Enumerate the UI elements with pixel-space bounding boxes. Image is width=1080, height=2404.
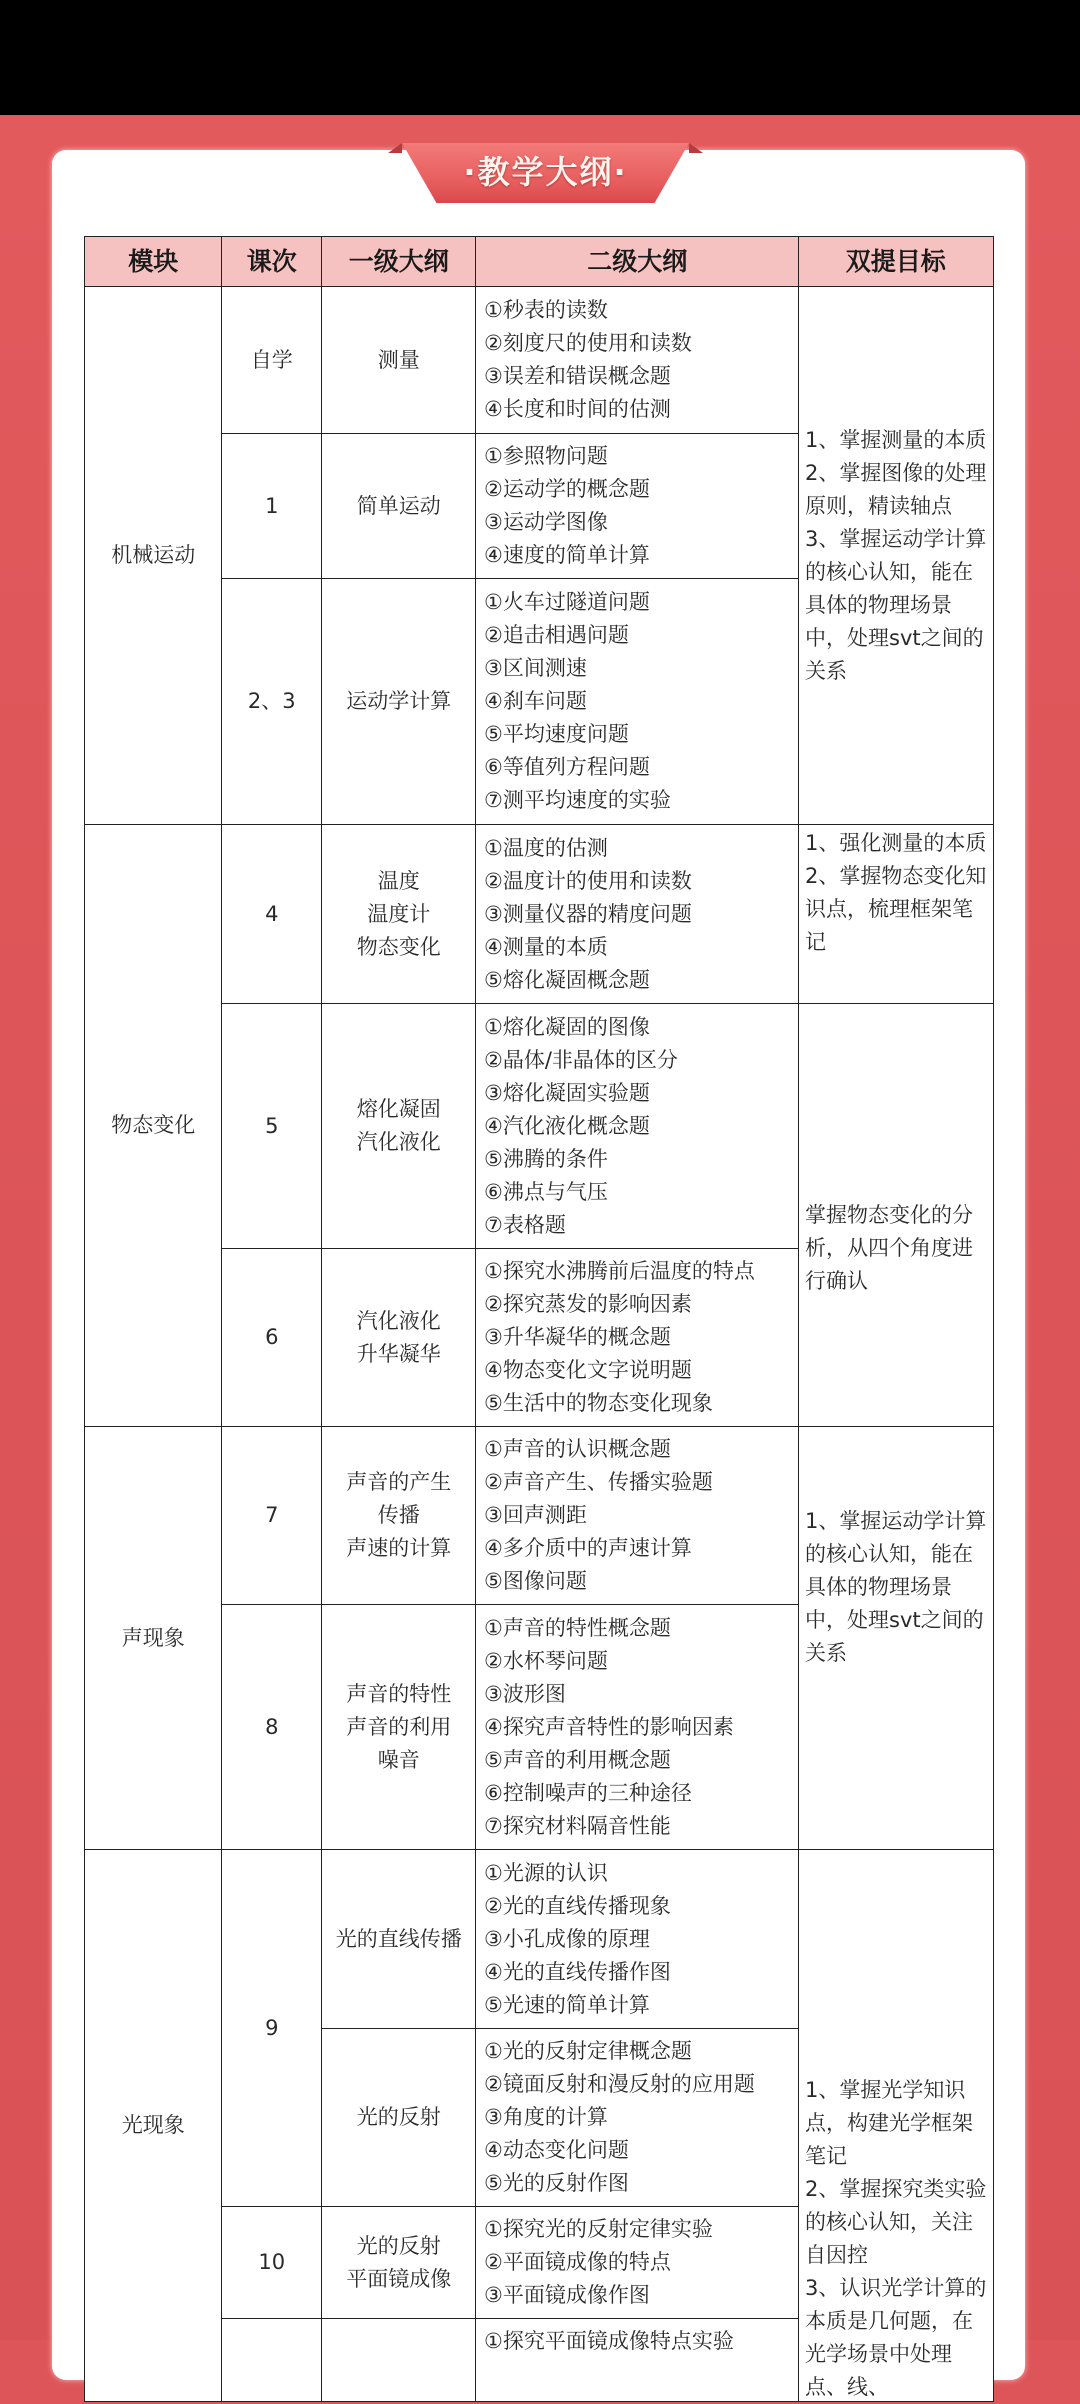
level2-item: ④光的直线传播作图 xyxy=(484,1959,671,1984)
lesson-number-cell xyxy=(221,1604,323,1851)
level1-topic: 物态变化 xyxy=(356,934,441,959)
lesson-number: 2、3 xyxy=(247,689,296,714)
module-name: 物态变化 xyxy=(111,1113,196,1138)
level2-item: ③平面镜成像作图 xyxy=(484,2283,650,2308)
level2-outline-cell xyxy=(475,2318,800,2402)
level2-item: ④探究声音特性的影响因素 xyxy=(484,1714,734,1739)
level2-item: ①参照物问题 xyxy=(484,444,608,469)
level1-topic: 光的反射 xyxy=(356,2105,441,2130)
module-cell xyxy=(84,286,223,826)
level1-topic: 升华凝华 xyxy=(356,1341,441,1366)
level2-item: ①温度的估测 xyxy=(484,835,608,860)
level2-item: ②平面镜成像的特点 xyxy=(484,2250,671,2275)
level2-outline-cell xyxy=(475,1003,800,1250)
level2-item: ④速度的简单计算 xyxy=(484,543,650,568)
level1-topic: 声音的特性 xyxy=(346,1681,452,1706)
module-cell xyxy=(84,1426,223,1851)
level2-item: ①探究平面镜成像特点实验 xyxy=(484,2329,734,2353)
level2-item: ⑤平均速度问题 xyxy=(484,722,629,747)
module-cell xyxy=(84,1849,223,2402)
lesson-number-cell xyxy=(221,1248,323,1428)
level2-item: ⑤熔化凝固概念题 xyxy=(484,967,650,992)
level2-item: ③误差和错误概念题 xyxy=(484,364,671,389)
level1-topic: 声音的利用 xyxy=(346,1714,452,1739)
top-black-bar xyxy=(0,0,1080,115)
level1-topic: 温度 xyxy=(377,868,420,893)
level2-item: ⑤图像问题 xyxy=(484,1569,587,1594)
level1-outline-cell xyxy=(321,578,477,826)
goal-text: 1、掌握光学知识点，构建光学框架笔记 xyxy=(805,2078,973,2168)
level2-item: ①秒表的读数 xyxy=(484,298,608,323)
level2-item: ④刹车问题 xyxy=(484,689,587,714)
level2-item: ①光的反射定律概念题 xyxy=(484,2039,692,2064)
lesson-number: 4 xyxy=(265,901,279,926)
level2-outline-cell xyxy=(475,2206,800,2320)
level2-item: ④动态变化问题 xyxy=(484,2138,629,2163)
level1-outline-cell xyxy=(321,286,477,435)
level2-item: ⑤沸腾的条件 xyxy=(484,1146,608,1171)
level2-outline-cell xyxy=(475,286,800,435)
level2-outline-cell xyxy=(475,1849,800,2030)
lesson-number-cell xyxy=(221,433,323,580)
level1-topic: 运动学计算 xyxy=(346,689,452,714)
level1-outline-cell xyxy=(321,824,477,1005)
level2-item: ③波形图 xyxy=(484,1681,566,1706)
lesson-number: 7 xyxy=(265,1503,279,1528)
level2-item: ③回声测距 xyxy=(484,1503,587,1528)
level2-item: ⑤声音的利用概念题 xyxy=(484,1747,671,1772)
level2-item: ③小孔成像的原理 xyxy=(484,1926,650,1951)
level2-item: ③角度的计算 xyxy=(484,2105,608,2130)
goal-text: 1、掌握运动学计算的核心认知，能在具体的物理场景中，处理svt之间的关系 xyxy=(805,1509,987,1665)
level1-outline-cell xyxy=(321,1426,477,1606)
level2-item: ④测量的本质 xyxy=(484,934,608,959)
level1-outline-cell xyxy=(321,1003,477,1250)
level2-item: ③升华凝华的概念题 xyxy=(484,1325,671,1350)
level2-outline-cell xyxy=(475,824,800,1005)
level2-item: ②晶体/非晶体的区分 xyxy=(484,1047,678,1072)
goal-text: 2、掌握图像的处理原则，精读轴点 xyxy=(805,460,987,518)
goal-text: 3、认识光学计算的本质是几何题，在光学场景中处理点、线、 xyxy=(805,2276,987,2399)
column-header: 课次 xyxy=(221,236,323,288)
level1-topic: 声音的产生 xyxy=(346,1470,452,1495)
lesson-number-cell xyxy=(221,2206,323,2320)
lesson-number: 10 xyxy=(258,2250,286,2275)
level2-item: ⑥等值列方程问题 xyxy=(484,755,650,780)
lesson-number: 1 xyxy=(265,493,279,518)
lesson-number-cell xyxy=(221,824,323,1005)
lesson-number-cell xyxy=(221,1003,323,1250)
level2-outline-cell xyxy=(475,1248,800,1428)
level2-item: ②刻度尺的使用和读数 xyxy=(484,331,692,356)
level2-outline-cell xyxy=(475,1604,800,1851)
level2-outline-cell xyxy=(475,2028,800,2208)
level2-item: ①光源的认识 xyxy=(484,1860,608,1885)
lesson-number-cell xyxy=(221,2318,323,2402)
level2-item: ③测量仪器的精度问题 xyxy=(484,901,692,926)
level1-topic: 噪音 xyxy=(377,1747,420,1772)
level2-item: ⑤光的反射作图 xyxy=(484,2171,629,2196)
level2-item: ②镜面反射和漫反射的应用题 xyxy=(484,2072,755,2097)
level1-topic: 温度计 xyxy=(367,901,431,926)
level2-item: ③运动学图像 xyxy=(484,510,608,535)
goal-cell xyxy=(798,1003,994,1428)
module-name: 光现象 xyxy=(121,2112,185,2137)
level1-outline-cell xyxy=(321,2206,477,2320)
lesson-number: 9 xyxy=(265,2015,279,2040)
title-ribbon xyxy=(388,143,703,205)
level1-topic: 传播 xyxy=(377,1503,420,1528)
column-header: 一级大纲 xyxy=(321,236,477,288)
goal-text: 1、强化测量的本质 xyxy=(805,831,987,855)
lesson-number: 6 xyxy=(265,1325,279,1350)
level1-outline-cell xyxy=(321,2318,477,2402)
level2-item: ②运动学的概念题 xyxy=(484,477,650,502)
level2-item: ①探究水沸腾前后温度的特点 xyxy=(484,1259,755,1284)
level1-outline-cell xyxy=(321,2028,477,2208)
level1-topic: 熔化凝固 xyxy=(356,1097,441,1122)
level1-topic: 声速的计算 xyxy=(346,1536,452,1561)
level1-topic: 汽化液化 xyxy=(356,1130,441,1155)
lesson-number-cell xyxy=(221,578,323,826)
level2-item: ②温度计的使用和读数 xyxy=(484,868,692,893)
lesson-number-cell xyxy=(221,1849,323,2208)
level2-item: ①声音的特性概念题 xyxy=(484,1615,671,1640)
level1-topic: 测量 xyxy=(377,347,420,372)
level2-outline-cell xyxy=(475,433,800,580)
level2-item: ②声音产生、传播实验题 xyxy=(484,1470,713,1495)
level1-outline-cell xyxy=(321,433,477,580)
column-header: 模块 xyxy=(84,236,223,288)
level2-item: ④长度和时间的估测 xyxy=(484,397,671,422)
level1-outline-cell xyxy=(321,1849,477,2030)
level2-item: ①声音的认识概念题 xyxy=(484,1437,671,1462)
goal-cell xyxy=(798,824,994,1005)
level2-item: ①探究光的反射定律实验 xyxy=(484,2217,713,2242)
goal-text: 掌握物态变化的分析，从四个角度进行确认 xyxy=(805,1203,973,1293)
goal-cell xyxy=(798,286,994,826)
level2-item: ⑦测平均速度的实验 xyxy=(484,788,671,813)
level2-outline-cell xyxy=(475,1426,800,1606)
level1-topic: 简单运动 xyxy=(356,493,441,518)
column-header: 双提目标 xyxy=(798,236,994,288)
level1-outline-cell xyxy=(321,1248,477,1428)
level2-item: ③区间测速 xyxy=(484,656,587,681)
module-name: 声现象 xyxy=(121,1625,185,1650)
level2-item: ⑦探究材料隔音性能 xyxy=(484,1813,671,1838)
level2-item: ④汽化液化概念题 xyxy=(484,1113,650,1138)
lesson-number: 自学 xyxy=(250,347,293,372)
level2-item: ②追击相遇问题 xyxy=(484,623,629,648)
module-name: 机械运动 xyxy=(111,543,196,568)
level2-item: ⑥控制噪声的三种途径 xyxy=(484,1780,692,1805)
level1-topic: 汽化液化 xyxy=(356,1308,441,1333)
goal-text: 3、掌握运动学计算的核心认知，能在具体的物理场景中，处理svt之间的关系 xyxy=(805,526,987,683)
level2-outline-cell xyxy=(475,578,800,826)
column-header: 二级大纲 xyxy=(475,236,800,288)
level1-outline-cell xyxy=(321,1604,477,1851)
goal-cell xyxy=(798,1849,994,2402)
page-title: ·教学大纲· xyxy=(463,153,628,191)
level2-item: ②探究蒸发的影响因素 xyxy=(484,1292,692,1317)
level2-item: ④物态变化文字说明题 xyxy=(484,1358,692,1383)
level2-item: ③熔化凝固实验题 xyxy=(484,1080,650,1105)
lesson-number-cell xyxy=(221,1426,323,1606)
level2-item: ⑦表格题 xyxy=(484,1212,566,1237)
lesson-number: 5 xyxy=(265,1113,279,1138)
level2-item: ②水杯琴问题 xyxy=(484,1648,608,1673)
level1-topic: 平面镜成像 xyxy=(346,2266,452,2291)
level2-item: ⑤光速的简单计算 xyxy=(484,1992,650,2017)
goal-text: 2、掌握物态变化知识点，梳理框架笔记 xyxy=(805,864,987,954)
level2-item: ①火车过隧道问题 xyxy=(484,590,650,615)
level2-item: ①熔化凝固的图像 xyxy=(484,1014,650,1039)
goal-text: 1、掌握测量的本质 xyxy=(805,427,987,452)
level2-item: ②光的直线传播现象 xyxy=(484,1893,671,1918)
level1-topic: 光的直线传播 xyxy=(335,1926,462,1951)
goal-cell xyxy=(798,1426,994,1851)
lesson-number: 8 xyxy=(265,1714,279,1739)
level2-item: ⑥沸点与气压 xyxy=(484,1179,608,1204)
module-cell xyxy=(84,824,223,1428)
level2-item: ④多介质中的声速计算 xyxy=(484,1536,692,1561)
level2-item: ⑤生活中的物态变化现象 xyxy=(484,1391,713,1416)
level1-topic: 光的反射 xyxy=(356,2233,441,2258)
goal-text: 2、掌握探究类实验的核心认知，关注自因控 xyxy=(805,2177,987,2267)
lesson-number-cell xyxy=(221,286,323,435)
